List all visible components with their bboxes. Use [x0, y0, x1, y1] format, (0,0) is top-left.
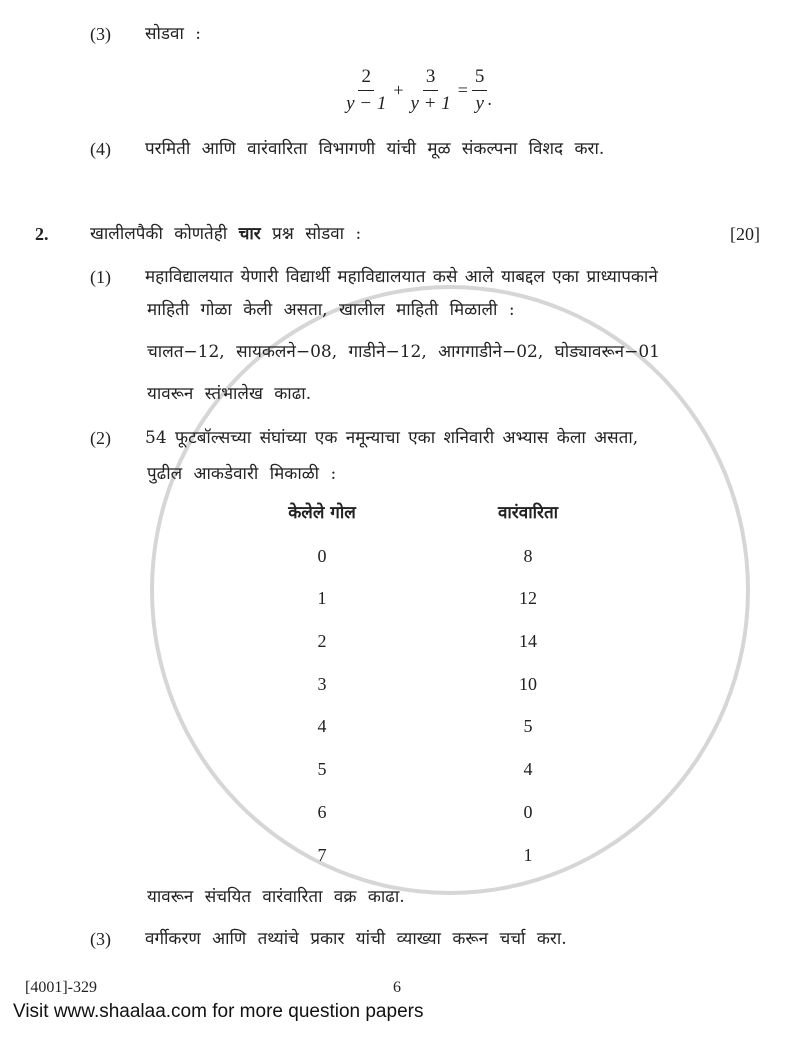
instruction-bold: चार	[238, 224, 261, 244]
table-cell-goals: 6	[317, 801, 327, 822]
numerator: 2	[358, 66, 374, 91]
table-cell-goals: 0	[317, 545, 327, 566]
question-number: (3)	[90, 928, 111, 949]
denominator: y	[475, 93, 484, 114]
table-cell-frequency: 0	[523, 801, 533, 822]
section-2-header	[35, 224, 760, 244]
question-number: (1)	[90, 267, 111, 287]
question-text: यावरून स्तंभालेख काढा.	[147, 384, 312, 404]
question-2-3	[35, 929, 760, 949]
numerator: 5	[472, 66, 488, 91]
question-text: परमिती आणि वारंवारिता विभागणी यांची मूळ संकल्पना विशद करा.	[145, 139, 605, 159]
question-number: (2)	[90, 428, 111, 448]
fraction	[472, 66, 488, 115]
equation	[35, 66, 760, 115]
period: .	[487, 89, 492, 109]
paper-code: [4001]-329	[25, 978, 97, 996]
data-line: चालत−12, सायकलने−08, गाडीने−12, आगगाडीने−02, घोड्यावरून−01	[147, 342, 660, 362]
page-number: 6	[393, 978, 401, 996]
table-cell-goals: 1	[317, 588, 327, 609]
question-2-1	[35, 267, 760, 287]
table-cell-frequency: 8	[523, 545, 533, 566]
table-header-frequency: वारंवारिता	[497, 503, 559, 523]
question-text: 54 फूटबॉल्सच्या संघांच्या एक नमून्याचा एका शनिवारी अभ्यास केला असता,	[145, 428, 639, 448]
question-number: (4)	[90, 139, 111, 159]
table-cell-goals: 3	[317, 673, 327, 694]
table-cell-frequency: 14	[519, 631, 537, 652]
numerator: 3	[423, 66, 439, 91]
instruction-pre: खालीलपैकी कोणतेही	[90, 224, 228, 244]
denominator: y + 1	[410, 93, 451, 114]
table-cell-frequency: 10	[519, 673, 537, 694]
fraction	[408, 66, 454, 115]
table-cell-goals: 2	[317, 631, 327, 652]
table-cell-goals: 5	[317, 759, 327, 780]
question-text: सोडवा :	[145, 24, 201, 44]
question-1-3	[35, 24, 760, 44]
question-text: वर्गीकरण आणि तथ्यांचे प्रकार यांची व्याख्या करून चर्चा करा.	[145, 928, 567, 949]
question-text: यावरून संचयित वारंवारिता वक्र काढा.	[147, 886, 405, 907]
section-instruction	[90, 224, 718, 244]
denominator: y − 1	[346, 93, 387, 114]
frequency-table	[35, 503, 760, 865]
table-header-goals: केलेले गोल	[288, 503, 356, 523]
section-number: 2.	[35, 224, 49, 244]
marks: [20]	[730, 224, 760, 244]
equals-sign: =	[457, 80, 468, 100]
table-cell-goals: 7	[317, 844, 327, 865]
plus-sign: +	[393, 80, 404, 100]
table-cell-frequency: 5	[523, 716, 533, 737]
visit-link[interactable]: Visit www.shaalaa.com for more question papers	[13, 1000, 424, 1022]
question-text: महाविद्यालयात येणारी विद्यार्थी महाविद्यालयात कसे आले याबद्दल एका प्राध्यापकाने	[145, 267, 658, 287]
question-text: पुढील आकडेवारी मिकाळी :	[147, 464, 337, 484]
footer-meta	[25, 979, 760, 997]
table-cell-frequency: 1	[523, 844, 533, 865]
fraction	[343, 66, 389, 115]
question-text: माहिती गोळा केली असता, खालील माहिती मिळाली :	[147, 300, 515, 320]
question-number: (3)	[90, 24, 111, 44]
table-cell-frequency: 12	[519, 588, 537, 609]
question-1-4	[35, 139, 760, 159]
table-cell-frequency: 4	[523, 759, 533, 780]
instruction-post: प्रश्न सोडवा :	[272, 224, 362, 244]
question-2-2	[35, 428, 760, 448]
table-cell-goals: 4	[317, 716, 327, 737]
